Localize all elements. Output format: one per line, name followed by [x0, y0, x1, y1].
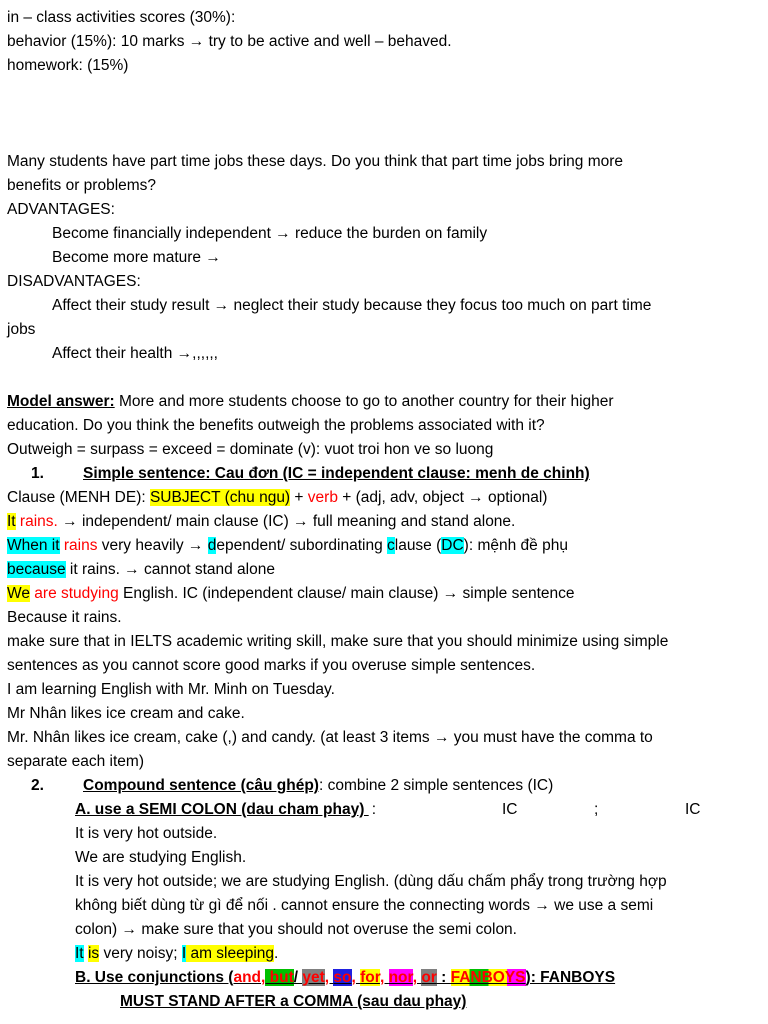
text-line: Outweigh = surpass = exceed = dominate (v): vuot troi hon ve so luong	[7, 441, 494, 458]
text-span: ): mệnh đề phụ	[463, 537, 568, 554]
conjunction-for: for	[360, 969, 380, 986]
semicolon-label: ;	[594, 801, 599, 818]
section-title-wrap	[83, 776, 553, 796]
verb-highlight: is	[87, 945, 100, 962]
advantage-item: Become financially independent → reduce the burden on family	[52, 225, 488, 242]
subsection-b-continued: MUST STAND AFTER a COMMA (sau dau phay)	[120, 993, 467, 1010]
text-span: ,	[412, 969, 422, 986]
letter-highlight: c	[387, 537, 395, 554]
verb-text: rains	[59, 537, 98, 554]
text-line: Mr. Nhân likes ice cream, cake (,) and candy. (at least 3 items → you must have the comma to	[7, 729, 653, 746]
example-line	[7, 512, 764, 532]
subsection-b	[75, 968, 764, 988]
text-span: : combine 2 simple sentences (IC)	[318, 777, 554, 794]
verb-text: rains.	[15, 513, 58, 530]
example-line	[7, 584, 764, 604]
text-span: it rains. → cannot stand alone	[65, 561, 275, 578]
text-line: in – class activities scores (30%):	[7, 9, 236, 26]
text-line: Mr Nhân likes ice cream and cake.	[7, 705, 245, 722]
text-span: English. IC (independent clause/ main clause) → simple sentence	[118, 585, 575, 602]
conjunction-yet: yet	[302, 969, 325, 986]
disadvantage-item: Affect their study result → neglect their study because they focus too much on part time	[52, 297, 652, 314]
advantage-item: Become more mature →	[52, 249, 221, 266]
text-span: :	[371, 801, 377, 818]
text-line: không biết dùng từ gì để nối . cannot ensure the connecting words → we use a semi	[75, 897, 654, 914]
ic-label: IC	[502, 801, 518, 818]
text-span: ,	[379, 969, 389, 986]
fanboys-highlight: FANBOYS	[450, 969, 526, 986]
conjunction-so: so	[333, 969, 352, 986]
question-line: benefits or problems?	[7, 177, 157, 194]
text-span: lause (	[394, 537, 442, 554]
ic-label: IC	[685, 801, 701, 818]
text-line: homework: (15%)	[7, 57, 129, 74]
conjunction-nor: nor	[388, 969, 413, 986]
letter-highlight: d	[207, 537, 217, 554]
text-line: We are studying English.	[75, 849, 247, 866]
model-answer-label: Model answer:	[7, 393, 115, 410]
text-line: education. Do you think the benefits outweigh the problems associated with it?	[7, 417, 545, 434]
text-line: I am learning English with Mr. Minh on Tuesday.	[7, 681, 335, 698]
subsection-a-label: A. use a SEMI COLON (dau cham phay)	[75, 801, 369, 818]
disadvantage-item-wrap: jobs	[7, 321, 36, 338]
subject-highlight: We	[7, 585, 30, 602]
text-line: It is very hot outside.	[75, 825, 218, 842]
subsection-a	[75, 800, 764, 820]
section-title: Simple sentence: Cau đơn (IC = independent clause: menh de chinh)	[83, 465, 590, 482]
subject-highlight: It	[75, 945, 84, 962]
example-line	[7, 536, 764, 556]
verb-highlight: am sleeping	[186, 945, 275, 962]
question-line: Many students have part time jobs these days. Do you think that part time jobs bring more	[7, 153, 624, 170]
text-line: colon) → make sure that you should not overuse the semi colon.	[75, 921, 517, 938]
section-number: 2.	[31, 777, 44, 794]
dependent-highlight: When it	[7, 537, 60, 554]
text-span: very heavily →	[97, 537, 208, 554]
example-line	[7, 560, 764, 580]
text-span: ): FANBOYS	[525, 969, 616, 986]
text-span: ,	[324, 969, 334, 986]
text-line: It is very hot outside; we are studying English. (dùng dấu chấm phẩy trong trường hợp	[75, 873, 667, 890]
subject-highlight: It	[7, 513, 16, 530]
disadvantage-item: Affect their health →,,,,,,	[52, 345, 218, 362]
text-line: make sure that in IELTS academic writing skill, make sure that you should minimize using simple	[7, 633, 669, 650]
conjunction-or: or	[421, 969, 437, 986]
subsection-b-label: B. Use conjunctions (	[75, 969, 234, 986]
subject-highlight: I	[181, 945, 187, 962]
text-line: separate each item)	[7, 753, 144, 770]
dc-highlight: DC	[441, 537, 464, 554]
model-answer-line	[7, 392, 764, 412]
clause-line	[7, 488, 764, 508]
text-span: → independent/ main clause (IC) → full meaning and stand alone.	[57, 513, 516, 530]
text-span: +	[290, 489, 308, 506]
text-span: + (adj, adv, object → optional)	[337, 489, 548, 506]
text-span: .	[274, 945, 279, 962]
conjunction-but: but	[265, 969, 294, 986]
conjunction-and: and,	[233, 969, 266, 986]
text-span: :	[436, 969, 451, 986]
verb-text: verb	[307, 489, 338, 506]
verb-text: are studying	[29, 585, 119, 602]
section-title: Compound sentence (câu ghép)	[83, 777, 319, 794]
text-line: behavior (15%): 10 marks → try to be active and well – behaved.	[7, 33, 452, 50]
disadvantages-heading: DISADVANTAGES:	[7, 273, 141, 290]
text-span: ependent/ subordinating	[216, 537, 387, 554]
section-number: 1.	[31, 465, 44, 482]
example-line	[75, 944, 764, 964]
model-answer-text: More and more students choose to go to another country for their higher	[114, 393, 614, 410]
text-span: Clause (MENH DE):	[7, 489, 150, 506]
text-span: ,	[351, 969, 361, 986]
text-span: very noisy;	[99, 945, 182, 962]
text-span: /	[293, 969, 303, 986]
dependent-highlight: because	[7, 561, 66, 578]
advantages-heading: ADVANTAGES:	[7, 201, 115, 218]
text-line: sentences as you cannot score good marks if you overuse simple sentences.	[7, 657, 536, 674]
subject-highlight: SUBJECT (chu ngu)	[149, 489, 291, 506]
text-line: Because it rains.	[7, 609, 122, 626]
